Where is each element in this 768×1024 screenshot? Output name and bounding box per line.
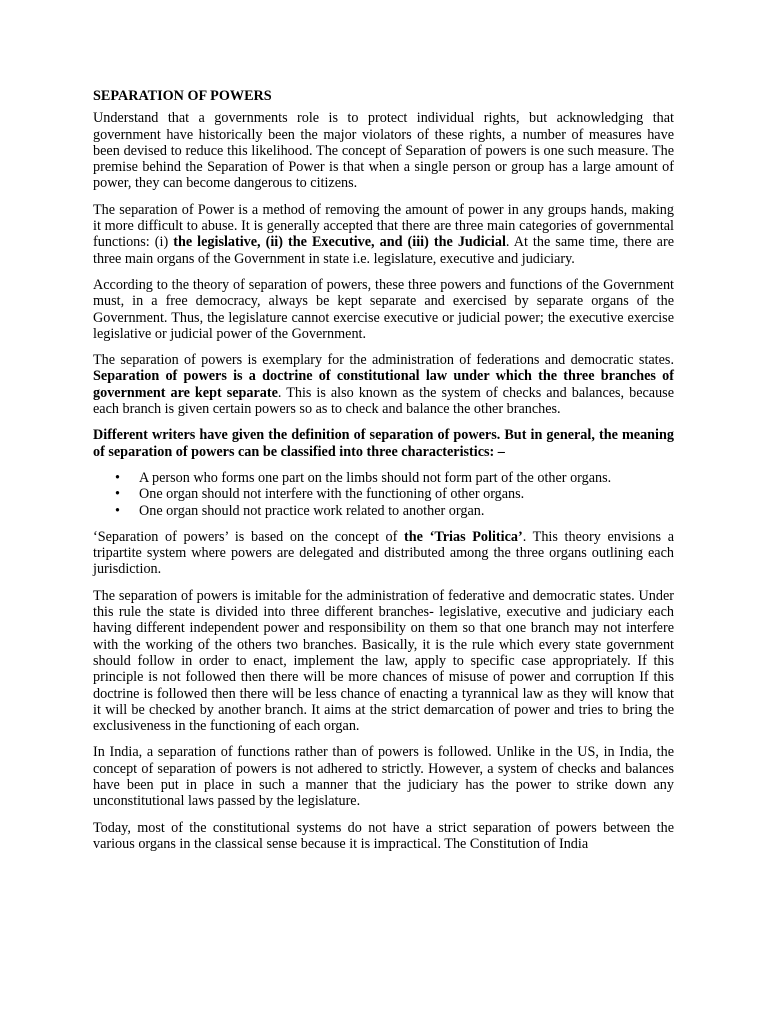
- paragraph-imitable: The separation of powers is imitable for the administration of federative and democratic states. Under this rule the state is divided into three different branches- legislative, executive and judiciary each having different independent power and responsibility on them so that one branch may not interfere with the working of the others two branches. Basically, it is the rule which every state government should follow in order to enact, implement the law, apply to specific case appropriately. If this principle is not followed then there will be more chances of misuse of power and corruption If this doctrine is followed then there will be less chance of enacting a tyrannical law as they will know that it will be checked by another branch. It aims at the strict demarcation of power and tries to bring the exclusiveness in the functioning of each organ.: [93, 587, 674, 735]
- list-item-text: A person who forms one part on the limbs should not form part of the other organs.: [139, 469, 612, 486]
- text-run: ‘Separation of powers’ is based on the concept of: [93, 528, 405, 545]
- paragraph-trias-politica: [93, 529, 674, 578]
- text-run: . At the same time, there are three main organs of the Government in state i.e. legislature, executive and judiciary.: [93, 234, 674, 267]
- bold-run: the legislative, (ii) the Executive, and (iii) the Judicial: [173, 234, 506, 251]
- text-run: The separation of Power is a method of removing the amount of power in any groups hands, making it more difficult to abuse. It is generally accepted that there are three main categories of governmental functions: (i): [93, 201, 674, 251]
- document-title: SEPARATION OF POWERS: [93, 88, 272, 104]
- paragraph-india: In India, a separation of functions rather than of powers is followed. Unlike in the US, in India, the concept of separation of powers is not adhered to strictly. However, a system of checks and balances have been put in place in such a manner that the judiciary has the power to strike down any unconstitutional laws passed by the legislature.: [93, 744, 674, 810]
- text-run: . This is also known as the system of checks and balances, because each branch is given certain powers so as to check and balance the other branches.: [93, 384, 674, 418]
- characteristics-list: [93, 470, 674, 519]
- document-page: [93, 88, 674, 862]
- text-run: The separation of powers is exemplary for the administration of federations and democratic states.: [93, 352, 674, 369]
- paragraph-today: Today, most of the constitutional systems do not have a strict separation of powers between the various organs in the classical sense because it is impractical. The Constitution of India: [93, 819, 674, 852]
- bullet-icon: •: [115, 469, 120, 486]
- bullet-icon: •: [115, 486, 120, 503]
- paragraph-theory: According to the theory of separation of powers, these three powers and functions of the Government must, in a free democracy, always be kept separate and exercised by separate organs of the Government. Thus, the legislature cannot exercise executive or judicial power; the executive exercise legislative or judicial power of the Government.: [93, 276, 674, 342]
- list-item: [93, 470, 674, 486]
- bold-run: Different writers have given the definition of separation of powers. But in general, the meaning of separation of powers can be classified into three characteristics: –: [93, 427, 674, 460]
- paragraph-definitions: [93, 427, 674, 460]
- list-item-text: One organ should not practice work related to another organ.: [139, 502, 485, 519]
- list-item: [93, 503, 674, 519]
- text-run: . This theory envisions a tripartite system where powers are delegated and distributed among the three organs outlining each jurisdiction.: [93, 528, 675, 578]
- bold-run: Separation of powers is a doctrine of constitutional law under which the three branches of government are kept separate: [93, 368, 674, 401]
- paragraph-exemplary: [93, 352, 674, 417]
- bold-run: the ‘Trias Politica’: [404, 528, 523, 545]
- list-item-text: One organ should not interfere with the functioning of other organs.: [139, 486, 525, 503]
- paragraph-intro: Understand that a governments role is to protect individual rights, but acknowledging that government have historically been the major violators of these rights, a number of measures have been devised to reduce this likelihood. The concept of Separation of powers is one such measure. The premise behind the Separation of Power is that when a single person or group has a large amount of power, they can become dangerous to citizens.: [93, 110, 674, 192]
- paragraph-method: [93, 202, 674, 267]
- list-item: [93, 486, 674, 502]
- bullet-icon: •: [115, 502, 120, 519]
